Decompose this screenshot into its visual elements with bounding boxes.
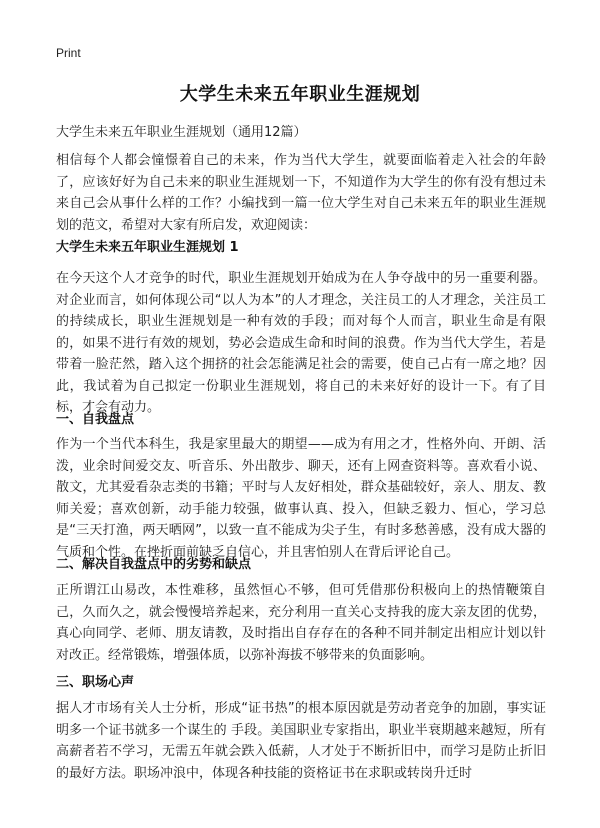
section-body-plan-1: 在今天这个人才竞争的时代，职业生涯规划开始成为在人争夺战中的另一重要利器。对企业而言，如何体现公司“以人为本”的人才理念，关注员工的人才理念，关注员工的持续成长，职业生涯规划是一种有效的手段；而对每个人而言，职业生命是有限的，如果不进行有效的规划，势必会造成生命和时间的浪费。作为当代大学生，若是带着一脸茫然，踏入这个拥挤的社会怎能满足社会的需要，使自己占有一席之地？因此，我试着为自己拟定一份职业生涯规划，将自己的未来好好的设计一下。有了目标，才会有动力。 [56,271,546,415]
page-title: 大学生未来五年职业生涯规划 [179,84,421,105]
intro-paragraph: 相信每个人都会憧憬着自己的未来，作为当代大学生，就要面临着走入社会的年龄了，应该好好为自己未来的职业生涯规划一下，不知道作为大学生的你有没有想过未来自己会从事什么样的工作？小编找到一篇一位大学生对自己未来五年的职业生涯规划的范文，希望对大家有所启发，欢迎阅读： [56,153,546,233]
section-body-self-assessment: 作为一个当代本科生，我是家里最大的期望——成为有用之才，性格外向、开朗、活泼，业余时间爱交友、听音乐、外出散步、聊天，还有上网查资料等。喜欢看小说、散文，尤其爱看杂志类的书籍；平时与人友好相处，群众基础较好，亲人、朋友、教师关爱；喜欢创新，动手能力较强，做事认真、投入，但缺乏毅力、恒心，学习总是“三天打渔，两天晒网”，以致一直不能成为尖子生，有时多愁善感，没有成大器的气质和个性。在挫折面前缺乏自信心，并且害怕别人在背后评论自己。 [56,437,546,560]
section-heading-career-voice: 三、职场心声 [56,675,135,690]
section-heading-plan-1: 大学生未来五年职业生涯规划 1 [56,240,239,255]
print-label[interactable]: Print [56,46,81,60]
section-heading-weaknesses: 二、解决自我盘点中的劣势和缺点 [56,557,252,572]
section-heading-self-assessment: 一、自我盘点 [56,412,135,427]
section-body-career-voice: 据人才市场有关人士分析，形成“证书热”的根本原因就是劳动者竞争的加剧，事实证明多一个证书就多一个谋生的 手段。美国职业专家指出，职业半衰期越来越短，所有高薪者若不学习，无需五年就会跌入低薪，人才处于不断折旧中，而学习是防止折旧的最好方法。职场冲浪中，体现各种技能的资格证书在求职或转岗升迁时 [56,701,546,781]
section-body-weaknesses: 正所谓江山易改，本性难移，虽然恒心不够，但可凭借那份积极向上的热情鞭策自己，久而久之，就会慢慢培养起来，充分利用一直关心支持我的庞大亲友团的优势，真心向同学、老师、朋友请教，及时指出自存存在的各种不同并制定出相应计划以针对改正。经常锻炼，增强体质，以弥补海拔不够带来的负面影响。 [56,583,546,663]
document-subtitle: 大学生未来五年职业生涯规划（通用12篇） [56,125,307,140]
